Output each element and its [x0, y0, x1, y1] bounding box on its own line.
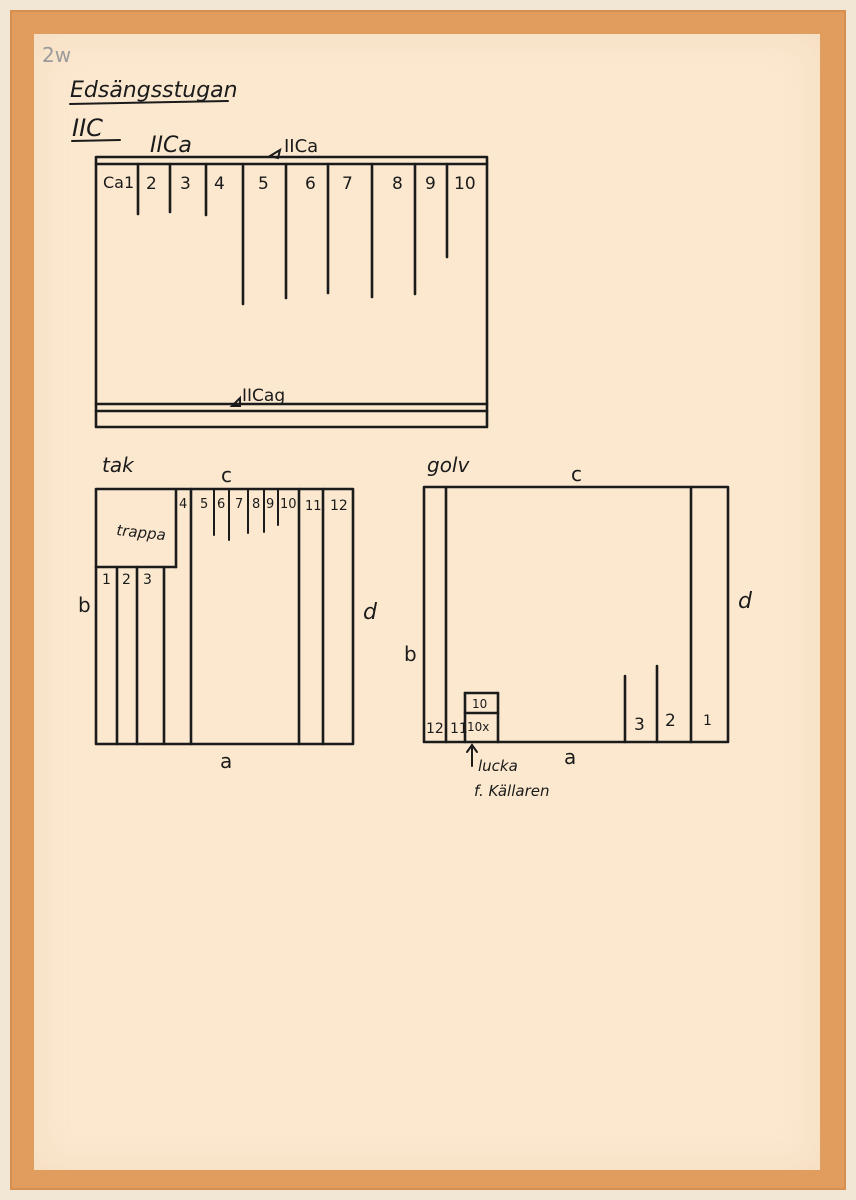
tak-top-cell-12: 12 [330, 498, 348, 514]
tak-side-a: a [220, 749, 233, 773]
tak-title: tak [102, 453, 134, 477]
tak-left-cell-3: 3 [143, 572, 152, 588]
golv-outline [424, 487, 728, 742]
top-cell-6: 6 [305, 174, 316, 194]
top-cell-2: 2 [146, 174, 157, 194]
golv-cell-10x: 10x [467, 720, 490, 734]
tak-top-cell-4: 4 [179, 497, 188, 512]
tak-side-b: b [78, 593, 91, 617]
tak-top-cell-7: 7 [235, 497, 244, 512]
golv-left-cell-11: 11 [450, 721, 468, 737]
golv-title: golv [427, 453, 470, 477]
tak-plan [78, 453, 378, 773]
golv-left-cell-12: 12 [426, 721, 444, 737]
top-cell-8: 8 [392, 174, 403, 194]
top-cell-1: Ca1 [103, 173, 135, 192]
golv-right-cell-3: 3 [634, 715, 645, 735]
top-cell-4: 4 [214, 174, 225, 194]
golv-cell-10: 10 [472, 697, 488, 711]
golv-hatch-label-2: f. Källaren [474, 782, 550, 800]
top-plan-label-bottom: IICag [242, 386, 286, 406]
top-plan-label-arrow: IICa [284, 136, 319, 157]
top-cell-5: 5 [258, 174, 269, 194]
tak-top-cell-8: 8 [252, 497, 261, 512]
tak-top-cell-9: 9 [266, 497, 275, 512]
tak-top-cell-10: 10 [280, 497, 297, 512]
tak-top-cell-5: 5 [200, 497, 209, 512]
tak-top-cell-6: 6 [217, 497, 226, 512]
pencil-mark: 2w [42, 43, 72, 67]
section-underline [72, 140, 120, 141]
tak-stair-label: trappa [115, 521, 167, 545]
golv-side-c: c [571, 462, 582, 486]
golv-side-d: d [738, 589, 752, 614]
tak-left-cell-2: 2 [122, 572, 131, 588]
section-label: IIC [72, 114, 103, 142]
golv-hatch-label-1: lucka [478, 757, 518, 775]
top-cell-10: 10 [454, 174, 476, 194]
top-cell-3: 3 [180, 174, 191, 194]
top-plan-label-left: IICa [150, 133, 192, 158]
tak-side-c: c [221, 463, 232, 487]
golv-side-a: a [564, 745, 577, 769]
sheet-title: Edsängsstugan [70, 78, 238, 103]
tak-left-cell-1: 1 [102, 572, 111, 588]
golv-right-cell-1: 1 [703, 713, 712, 729]
top-plan [96, 133, 487, 427]
tak-side-d: d [363, 600, 377, 625]
top-plan-outline [96, 157, 487, 427]
tak-top-cell-11: 11 [305, 499, 322, 514]
top-cell-9: 9 [425, 174, 436, 194]
golv-right-cell-2: 2 [665, 711, 676, 731]
golv-side-b: b [404, 642, 417, 666]
golv-plan [404, 453, 753, 800]
top-cell-7: 7 [342, 174, 353, 194]
